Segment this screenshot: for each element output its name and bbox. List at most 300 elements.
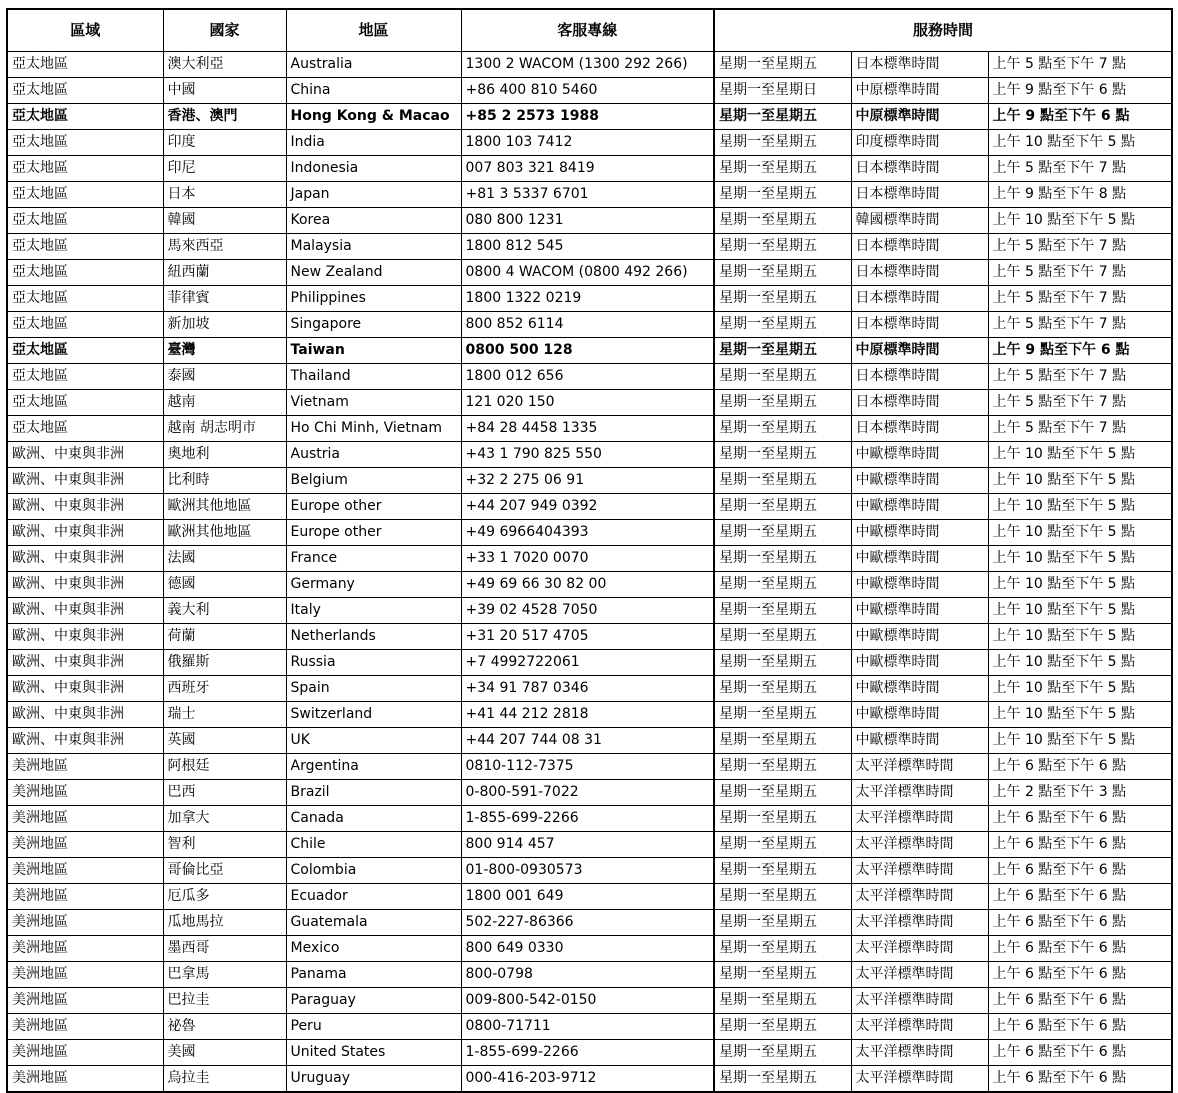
- region-cell: 歐洲、中東與非洲: [7, 624, 163, 650]
- region-cell: 美洲地區: [7, 858, 163, 884]
- area-cell: Ho Chi Minh, Vietnam: [286, 416, 461, 442]
- table-row: [7, 312, 1172, 338]
- phone-cell: +84 28 4458 1335: [461, 416, 714, 442]
- table-row: [7, 728, 1172, 754]
- country-cell: 英國: [163, 728, 286, 754]
- phone-cell: +33 1 7020 0070: [461, 546, 714, 572]
- area-cell: Malaysia: [286, 234, 461, 260]
- timezone-cell: 韓國標準時間: [851, 208, 988, 234]
- country-cell: 加拿大: [163, 806, 286, 832]
- table-row: [7, 572, 1172, 598]
- service-hours-cell: 上午 6 點至下午 6 點: [988, 1040, 1172, 1066]
- region-cell: 亞太地區: [7, 104, 163, 130]
- service-days-cell: 星期一至星期五: [714, 1014, 851, 1040]
- area-cell: Australia: [286, 52, 461, 78]
- country-cell: 智利: [163, 832, 286, 858]
- table-row: [7, 676, 1172, 702]
- service-hours-cell: 上午 6 點至下午 6 點: [988, 1014, 1172, 1040]
- timezone-cell: 中歐標準時間: [851, 650, 988, 676]
- service-hours-cell: 上午 6 點至下午 6 點: [988, 962, 1172, 988]
- area-cell: Netherlands: [286, 624, 461, 650]
- timezone-cell: 中歐標準時間: [851, 520, 988, 546]
- country-cell: 澳大利亞: [163, 52, 286, 78]
- service-days-cell: 星期一至星期五: [714, 546, 851, 572]
- table-row: [7, 546, 1172, 572]
- table-row: [7, 910, 1172, 936]
- table-row: [7, 338, 1172, 364]
- service-hours-cell: 上午 5 點至下午 7 點: [988, 312, 1172, 338]
- table-row: [7, 234, 1172, 260]
- service-hours-cell: 上午 6 點至下午 6 點: [988, 806, 1172, 832]
- service-days-cell: 星期一至星期五: [714, 754, 851, 780]
- phone-cell: +49 6966404393: [461, 520, 714, 546]
- service-days-cell: 星期一至星期五: [714, 806, 851, 832]
- service-days-cell: 星期一至星期五: [714, 234, 851, 260]
- phone-cell: 000-416-203-9712: [461, 1066, 714, 1093]
- area-cell: Belgium: [286, 468, 461, 494]
- table-row: [7, 130, 1172, 156]
- timezone-cell: 太平洋標準時間: [851, 780, 988, 806]
- phone-cell: 1800 103 7412: [461, 130, 714, 156]
- region-cell: 歐洲、中東與非洲: [7, 650, 163, 676]
- region-cell: 亞太地區: [7, 182, 163, 208]
- timezone-cell: 日本標準時間: [851, 390, 988, 416]
- area-cell: Chile: [286, 832, 461, 858]
- phone-cell: 1300 2 WACOM (1300 292 266): [461, 52, 714, 78]
- area-cell: Ecuador: [286, 884, 461, 910]
- region-cell: 美洲地區: [7, 754, 163, 780]
- service-days-cell: 星期一至星期五: [714, 702, 851, 728]
- country-cell: 印度: [163, 130, 286, 156]
- country-cell: 厄瓜多: [163, 884, 286, 910]
- timezone-cell: 印度標準時間: [851, 130, 988, 156]
- country-cell: 俄羅斯: [163, 650, 286, 676]
- timezone-cell: 太平洋標準時間: [851, 936, 988, 962]
- country-cell: 法國: [163, 546, 286, 572]
- timezone-cell: 太平洋標準時間: [851, 988, 988, 1014]
- phone-cell: +41 44 212 2818: [461, 702, 714, 728]
- timezone-cell: 太平洋標準時間: [851, 1066, 988, 1093]
- region-cell: 美洲地區: [7, 936, 163, 962]
- timezone-cell: 中歐標準時間: [851, 676, 988, 702]
- service-hours-cell: 上午 5 點至下午 7 點: [988, 156, 1172, 182]
- service-days-cell: 星期一至星期五: [714, 936, 851, 962]
- country-cell: 墨西哥: [163, 936, 286, 962]
- service-days-cell: 星期一至星期五: [714, 884, 851, 910]
- timezone-cell: 日本標準時間: [851, 234, 988, 260]
- region-cell: 歐洲、中東與非洲: [7, 546, 163, 572]
- service-hours-cell: 上午 5 點至下午 7 點: [988, 416, 1172, 442]
- service-hours-cell: 上午 10 點至下午 5 點: [988, 702, 1172, 728]
- service-hours-cell: 上午 6 點至下午 6 點: [988, 936, 1172, 962]
- table-row: [7, 780, 1172, 806]
- region-cell: 美洲地區: [7, 962, 163, 988]
- region-cell: 美洲地區: [7, 806, 163, 832]
- table-row: [7, 286, 1172, 312]
- area-cell: Paraguay: [286, 988, 461, 1014]
- phone-cell: 502-227-86366: [461, 910, 714, 936]
- table-row: [7, 1014, 1172, 1040]
- timezone-cell: 中歐標準時間: [851, 624, 988, 650]
- region-cell: 亞太地區: [7, 286, 163, 312]
- region-cell: 歐洲、中東與非洲: [7, 442, 163, 468]
- service-days-cell: 星期一至星期五: [714, 286, 851, 312]
- service-days-cell: 星期一至星期五: [714, 988, 851, 1014]
- service-hours-cell: 上午 5 點至下午 7 點: [988, 260, 1172, 286]
- phone-cell: +43 1 790 825 550: [461, 442, 714, 468]
- area-cell: New Zealand: [286, 260, 461, 286]
- table-row: [7, 494, 1172, 520]
- timezone-cell: 中歐標準時間: [851, 442, 988, 468]
- country-cell: 義大利: [163, 598, 286, 624]
- area-cell: Japan: [286, 182, 461, 208]
- country-cell: 印尼: [163, 156, 286, 182]
- timezone-cell: 日本標準時間: [851, 156, 988, 182]
- service-days-cell: 星期一至星期五: [714, 260, 851, 286]
- table-row: [7, 442, 1172, 468]
- table-row: [7, 806, 1172, 832]
- area-cell: Taiwan: [286, 338, 461, 364]
- table-row: [7, 988, 1172, 1014]
- timezone-cell: 太平洋標準時間: [851, 806, 988, 832]
- service-hours-cell: 上午 5 點至下午 7 點: [988, 364, 1172, 390]
- phone-cell: +44 207 744 08 31: [461, 728, 714, 754]
- service-hours-cell: 上午 6 點至下午 6 點: [988, 754, 1172, 780]
- area-cell: Indonesia: [286, 156, 461, 182]
- region-cell: 美洲地區: [7, 780, 163, 806]
- timezone-cell: 太平洋標準時間: [851, 1040, 988, 1066]
- timezone-cell: 中歐標準時間: [851, 598, 988, 624]
- table-body: [7, 52, 1172, 1093]
- service-days-cell: 星期一至星期五: [714, 390, 851, 416]
- table-row: [7, 962, 1172, 988]
- service-days-cell: 星期一至星期日: [714, 78, 851, 104]
- country-cell: 歐洲其他地區: [163, 520, 286, 546]
- phone-cell: +49 69 66 30 82 00: [461, 572, 714, 598]
- service-days-cell: 星期一至星期五: [714, 598, 851, 624]
- table-row: [7, 650, 1172, 676]
- service-hours-cell: 上午 9 點至下午 6 點: [988, 78, 1172, 104]
- region-cell: 亞太地區: [7, 52, 163, 78]
- phone-cell: 1800 1322 0219: [461, 286, 714, 312]
- region-cell: 歐洲、中東與非洲: [7, 468, 163, 494]
- timezone-cell: 中歐標準時間: [851, 572, 988, 598]
- region-cell: 美洲地區: [7, 884, 163, 910]
- header-area: 地區: [286, 9, 461, 52]
- service-hours-cell: 上午 10 點至下午 5 點: [988, 520, 1172, 546]
- country-cell: 德國: [163, 572, 286, 598]
- table-row: [7, 624, 1172, 650]
- service-days-cell: 星期一至星期五: [714, 364, 851, 390]
- area-cell: Mexico: [286, 936, 461, 962]
- header-region: 區域: [7, 9, 163, 52]
- service-days-cell: 星期一至星期五: [714, 468, 851, 494]
- area-cell: Hong Kong & Macao: [286, 104, 461, 130]
- timezone-cell: 中歐標準時間: [851, 494, 988, 520]
- region-cell: 亞太地區: [7, 156, 163, 182]
- area-cell: Germany: [286, 572, 461, 598]
- service-days-cell: 星期一至星期五: [714, 208, 851, 234]
- region-cell: 美洲地區: [7, 1040, 163, 1066]
- region-cell: 亞太地區: [7, 416, 163, 442]
- service-hours-cell: 上午 6 點至下午 6 點: [988, 858, 1172, 884]
- timezone-cell: 日本標準時間: [851, 364, 988, 390]
- region-cell: 亞太地區: [7, 130, 163, 156]
- area-cell: United States: [286, 1040, 461, 1066]
- service-hours-cell: 上午 10 點至下午 5 點: [988, 442, 1172, 468]
- service-hours-cell: 上午 5 點至下午 7 點: [988, 234, 1172, 260]
- area-cell: UK: [286, 728, 461, 754]
- phone-cell: 0810-112-7375: [461, 754, 714, 780]
- service-days-cell: 星期一至星期五: [714, 780, 851, 806]
- region-cell: 亞太地區: [7, 390, 163, 416]
- area-cell: Europe other: [286, 520, 461, 546]
- service-days-cell: 星期一至星期五: [714, 832, 851, 858]
- country-cell: 越南: [163, 390, 286, 416]
- service-days-cell: 星期一至星期五: [714, 442, 851, 468]
- phone-cell: 1-855-699-2266: [461, 806, 714, 832]
- region-cell: 美洲地區: [7, 910, 163, 936]
- timezone-cell: 中歐標準時間: [851, 546, 988, 572]
- country-cell: 香港、澳門: [163, 104, 286, 130]
- region-cell: 歐洲、中東與非洲: [7, 520, 163, 546]
- service-days-cell: 星期一至星期五: [714, 416, 851, 442]
- country-cell: 比利時: [163, 468, 286, 494]
- service-days-cell: 星期一至星期五: [714, 494, 851, 520]
- country-cell: 巴拉圭: [163, 988, 286, 1014]
- service-days-cell: 星期一至星期五: [714, 130, 851, 156]
- service-hours-cell: 上午 10 點至下午 5 點: [988, 546, 1172, 572]
- phone-cell: 0800 4 WACOM (0800 492 266): [461, 260, 714, 286]
- table-row: [7, 260, 1172, 286]
- service-hours-cell: 上午 10 點至下午 5 點: [988, 598, 1172, 624]
- service-days-cell: 星期一至星期五: [714, 728, 851, 754]
- service-days-cell: 星期一至星期五: [714, 858, 851, 884]
- service-hours-cell: 上午 10 點至下午 5 點: [988, 468, 1172, 494]
- service-days-cell: 星期一至星期五: [714, 962, 851, 988]
- phone-cell: 009-800-542-0150: [461, 988, 714, 1014]
- country-cell: 奧地利: [163, 442, 286, 468]
- region-cell: 歐洲、中東與非洲: [7, 702, 163, 728]
- service-days-cell: 星期一至星期五: [714, 1066, 851, 1093]
- timezone-cell: 中原標準時間: [851, 78, 988, 104]
- phone-cell: 1800 001 649: [461, 884, 714, 910]
- region-cell: 美洲地區: [7, 988, 163, 1014]
- region-cell: 歐洲、中東與非洲: [7, 728, 163, 754]
- timezone-cell: 中歐標準時間: [851, 728, 988, 754]
- country-cell: 西班牙: [163, 676, 286, 702]
- region-cell: 美洲地區: [7, 832, 163, 858]
- timezone-cell: 中原標準時間: [851, 338, 988, 364]
- region-cell: 亞太地區: [7, 234, 163, 260]
- phone-cell: 1-855-699-2266: [461, 1040, 714, 1066]
- area-cell: Thailand: [286, 364, 461, 390]
- table-row: [7, 416, 1172, 442]
- area-cell: Switzerland: [286, 702, 461, 728]
- region-cell: 亞太地區: [7, 312, 163, 338]
- area-cell: Vietnam: [286, 390, 461, 416]
- country-cell: 紐西蘭: [163, 260, 286, 286]
- region-cell: 歐洲、中東與非洲: [7, 676, 163, 702]
- area-cell: Peru: [286, 1014, 461, 1040]
- table-row: [7, 884, 1172, 910]
- region-cell: 歐洲、中東與非洲: [7, 598, 163, 624]
- phone-cell: 080 800 1231: [461, 208, 714, 234]
- timezone-cell: 日本標準時間: [851, 52, 988, 78]
- timezone-cell: 太平洋標準時間: [851, 910, 988, 936]
- timezone-cell: 太平洋標準時間: [851, 962, 988, 988]
- timezone-cell: 中歐標準時間: [851, 468, 988, 494]
- country-cell: 荷蘭: [163, 624, 286, 650]
- service-days-cell: 星期一至星期五: [714, 624, 851, 650]
- country-cell: 中國: [163, 78, 286, 104]
- phone-cell: 01-800-0930573: [461, 858, 714, 884]
- timezone-cell: 日本標準時間: [851, 182, 988, 208]
- table-row: [7, 702, 1172, 728]
- phone-cell: 800 852 6114: [461, 312, 714, 338]
- country-cell: 新加坡: [163, 312, 286, 338]
- phone-cell: +86 400 810 5460: [461, 78, 714, 104]
- service-days-cell: 星期一至星期五: [714, 182, 851, 208]
- service-days-cell: 星期一至星期五: [714, 650, 851, 676]
- service-days-cell: 星期一至星期五: [714, 104, 851, 130]
- timezone-cell: 日本標準時間: [851, 312, 988, 338]
- table-row: [7, 754, 1172, 780]
- service-hours-cell: 上午 10 點至下午 5 點: [988, 494, 1172, 520]
- region-cell: 亞太地區: [7, 208, 163, 234]
- table-header-row: [7, 9, 1172, 52]
- country-cell: 泰國: [163, 364, 286, 390]
- phone-cell: +81 3 5337 6701: [461, 182, 714, 208]
- service-hours-cell: 上午 9 點至下午 6 點: [988, 104, 1172, 130]
- timezone-cell: 太平洋標準時間: [851, 832, 988, 858]
- service-hours-cell: 上午 6 點至下午 6 點: [988, 988, 1172, 1014]
- area-cell: Brazil: [286, 780, 461, 806]
- phone-cell: 1800 812 545: [461, 234, 714, 260]
- region-cell: 歐洲、中東與非洲: [7, 572, 163, 598]
- service-days-cell: 星期一至星期五: [714, 156, 851, 182]
- table-row: [7, 1066, 1172, 1093]
- country-cell: 巴西: [163, 780, 286, 806]
- service-hours-cell: 上午 5 點至下午 7 點: [988, 390, 1172, 416]
- table-row: [7, 598, 1172, 624]
- phone-cell: 007 803 321 8419: [461, 156, 714, 182]
- service-hours-cell: 上午 6 點至下午 6 點: [988, 832, 1172, 858]
- phone-cell: +32 2 275 06 91: [461, 468, 714, 494]
- service-hours-cell: 上午 5 點至下午 7 點: [988, 52, 1172, 78]
- table-row: [7, 78, 1172, 104]
- table-row: [7, 468, 1172, 494]
- region-cell: 亞太地區: [7, 338, 163, 364]
- service-hours-cell: 上午 10 點至下午 5 點: [988, 676, 1172, 702]
- service-hours-cell: 上午 9 點至下午 8 點: [988, 182, 1172, 208]
- country-cell: 越南 胡志明市: [163, 416, 286, 442]
- phone-cell: 0-800-591-7022: [461, 780, 714, 806]
- area-cell: Colombia: [286, 858, 461, 884]
- header-hotline: 客服專線: [461, 9, 714, 52]
- phone-cell: 121 020 150: [461, 390, 714, 416]
- region-cell: 美洲地區: [7, 1014, 163, 1040]
- area-cell: India: [286, 130, 461, 156]
- timezone-cell: 太平洋標準時間: [851, 754, 988, 780]
- country-cell: 阿根廷: [163, 754, 286, 780]
- phone-cell: +31 20 517 4705: [461, 624, 714, 650]
- support-hotline-table: [6, 8, 1173, 1093]
- service-hours-cell: 上午 10 點至下午 5 點: [988, 650, 1172, 676]
- phone-cell: 800 649 0330: [461, 936, 714, 962]
- phone-cell: +7 4992722061: [461, 650, 714, 676]
- timezone-cell: 中原標準時間: [851, 104, 988, 130]
- service-days-cell: 星期一至星期五: [714, 312, 851, 338]
- header-country: 國家: [163, 9, 286, 52]
- table-row: [7, 156, 1172, 182]
- table-row: [7, 208, 1172, 234]
- area-cell: China: [286, 78, 461, 104]
- service-days-cell: 星期一至星期五: [714, 338, 851, 364]
- service-days-cell: 星期一至星期五: [714, 676, 851, 702]
- service-hours-cell: 上午 10 點至下午 5 點: [988, 208, 1172, 234]
- country-cell: 美國: [163, 1040, 286, 1066]
- timezone-cell: 中歐標準時間: [851, 702, 988, 728]
- area-cell: Singapore: [286, 312, 461, 338]
- area-cell: Uruguay: [286, 1066, 461, 1093]
- service-hours-cell: 上午 6 點至下午 6 點: [988, 884, 1172, 910]
- area-cell: Philippines: [286, 286, 461, 312]
- table-row: [7, 520, 1172, 546]
- table-row: [7, 858, 1172, 884]
- area-cell: Canada: [286, 806, 461, 832]
- country-cell: 歐洲其他地區: [163, 494, 286, 520]
- phone-cell: 800 914 457: [461, 832, 714, 858]
- service-days-cell: 星期一至星期五: [714, 910, 851, 936]
- phone-cell: +39 02 4528 7050: [461, 598, 714, 624]
- country-cell: 祕魯: [163, 1014, 286, 1040]
- area-cell: Guatemala: [286, 910, 461, 936]
- region-cell: 亞太地區: [7, 78, 163, 104]
- table-row: [7, 182, 1172, 208]
- service-hours-cell: 上午 10 點至下午 5 點: [988, 624, 1172, 650]
- header-service-hours: 服務時間: [714, 9, 1172, 52]
- country-cell: 瓜地馬拉: [163, 910, 286, 936]
- timezone-cell: 日本標準時間: [851, 286, 988, 312]
- country-cell: 日本: [163, 182, 286, 208]
- area-cell: Austria: [286, 442, 461, 468]
- timezone-cell: 太平洋標準時間: [851, 858, 988, 884]
- area-cell: Russia: [286, 650, 461, 676]
- timezone-cell: 太平洋標準時間: [851, 1014, 988, 1040]
- service-hours-cell: 上午 6 點至下午 6 點: [988, 910, 1172, 936]
- service-hours-cell: 上午 10 點至下午 5 點: [988, 728, 1172, 754]
- table-row: [7, 104, 1172, 130]
- phone-cell: 0800 500 128: [461, 338, 714, 364]
- phone-cell: +44 207 949 0392: [461, 494, 714, 520]
- timezone-cell: 日本標準時間: [851, 416, 988, 442]
- area-cell: Argentina: [286, 754, 461, 780]
- service-hours-cell: 上午 5 點至下午 7 點: [988, 286, 1172, 312]
- service-hours-cell: 上午 9 點至下午 6 點: [988, 338, 1172, 364]
- timezone-cell: 太平洋標準時間: [851, 884, 988, 910]
- country-cell: 韓國: [163, 208, 286, 234]
- area-cell: France: [286, 546, 461, 572]
- service-days-cell: 星期一至星期五: [714, 520, 851, 546]
- area-cell: Italy: [286, 598, 461, 624]
- country-cell: 巴拿馬: [163, 962, 286, 988]
- country-cell: 臺灣: [163, 338, 286, 364]
- region-cell: 美洲地區: [7, 1066, 163, 1093]
- area-cell: Spain: [286, 676, 461, 702]
- table-row: [7, 52, 1172, 78]
- service-hours-cell: 上午 2 點至下午 3 點: [988, 780, 1172, 806]
